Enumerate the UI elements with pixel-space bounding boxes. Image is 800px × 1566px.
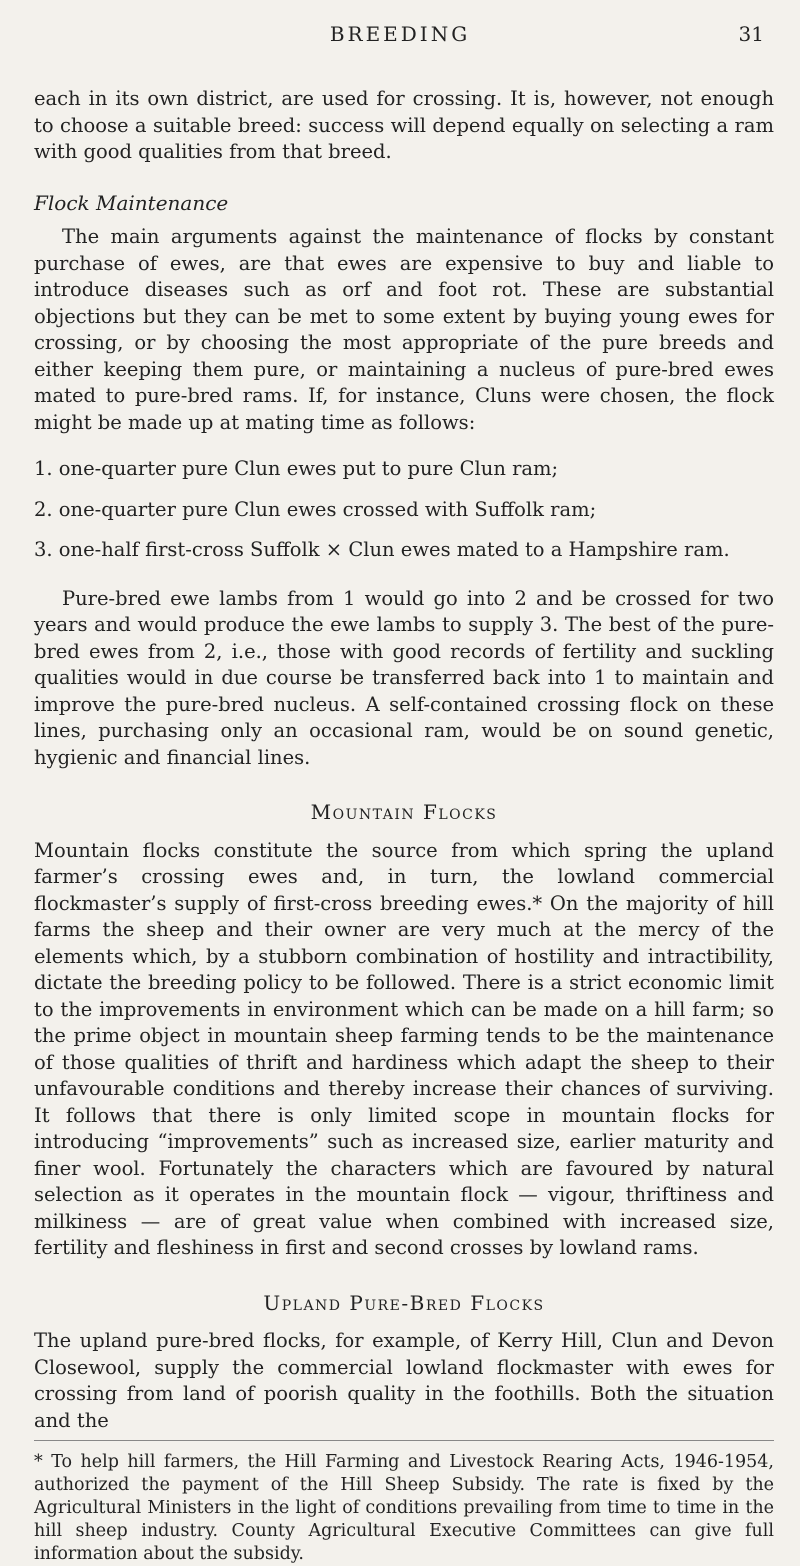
list-item: 2. one-quarter pure Clun ewes crossed with Suffolk ram; <box>34 497 597 521</box>
mating-plan-list <box>34 456 774 564</box>
flock-maintenance-heading: Flock Maintenance <box>34 190 229 215</box>
page-body <box>34 86 774 1566</box>
running-head: BREEDING <box>329 22 471 46</box>
mountain-flocks-paragraph: Mountain flocks constitute the source from which spring the upland farmer’s crossing ewes and, in turn, the lowland commercial flockmaster’s supply of first-cross breeding ewes.* On the majority of hill farms the sheep and their owner are very much at the mercy of the elements which, by a stubborn combination of hostility and intractibility, dictate the breeding policy to be followed. There is a strict economic limit to the improvements in environment which can be made on a hill farm; so the prime object in mountain sheep farming tends to be the maintenance of those qualities of thrift and hardiness which adapt the sheep to their unfavourable conditions and thereby increase their chances of surviving. It follows that there is only limited scope in mountain flocks for introducing “improvements” such as increased size, earlier maturity and finer wool. Fortunately the characters which are favoured by natural selection as it operates in the mountain flock — vigour, thriftiness and milkiness — are of great value when combined with increased size, fertility and fleshiness in first and second crosses by lowland rams. <box>34 838 774 1259</box>
mountain-flocks-heading: Mountain Flocks <box>310 800 498 824</box>
intro-paragraph: each in its own district, are used for crossing. It is, however, not enough to choose a suitable breed: success will depend equally on selecting a ram with good qualities from that breed. <box>34 87 774 163</box>
list-item: 1. one-quarter pure Clun ewes put to pure Clun ram; <box>34 457 559 480</box>
flock-maintenance-paragraph: The main arguments against the maintenance of flocks by constant purchase of ewes, are that ewes are expensive to buy and liable to introduce diseases such as orf and foot rot. These are substantial objections but they can be met to some extent by buying young ewes for crossing, or by choosing the most appropriate of the pure breeds and either keeping them pure, or maintaining a nucleus of pure-bred ewes mated to pure-bred rams. If, for instance, Cluns were chosen, the flock might be made up at mating time as follows: <box>34 225 774 434</box>
pure-bred-paragraph: Pure-bred ewe lambs from 1 would go into 2 and be crossed for two years and would produce the ewe lambs to supply 3. The best of the pure-bred ewes from 2, i.e., those with good records of fertility and suckling qualities would in due course be transferred back into 1 to maintain and improve the pure-bred nucleus. A self-contained crossing flock on these lines, purchasing only an occasional ram, would be on sound genetic, hygienic and financial lines. <box>34 586 774 769</box>
list-item: 3. one-half first-cross Suffolk × Clun ewes mated to a Hampshire ram. <box>34 538 730 561</box>
upland-flocks-heading: Upland Pure-Bred Flocks <box>263 1290 545 1315</box>
page-number: 31 <box>738 22 764 46</box>
upland-flocks-paragraph: The upland pure-bred flocks, for example, of Kerry Hill, Clun and Devon Closewool, supply the commercial lowland flockmaster with ewes for crossing from land of poorish quality in the foothills. Both the situation and the <box>34 1329 774 1432</box>
footnote: * To help hill farmers, the Hill Farming and Livestock Rearing Acts, 1946-1954, authorized the payment of the Hill Sheep Subsidy. The rate is fixed by the Agricultural Ministers in the light of conditions prevailing from time to time in the hill sheep industry. County Agricultural Executive Committees can give full information about the subsidy. <box>34 1452 774 1564</box>
footnote-divider <box>34 1440 774 1441</box>
